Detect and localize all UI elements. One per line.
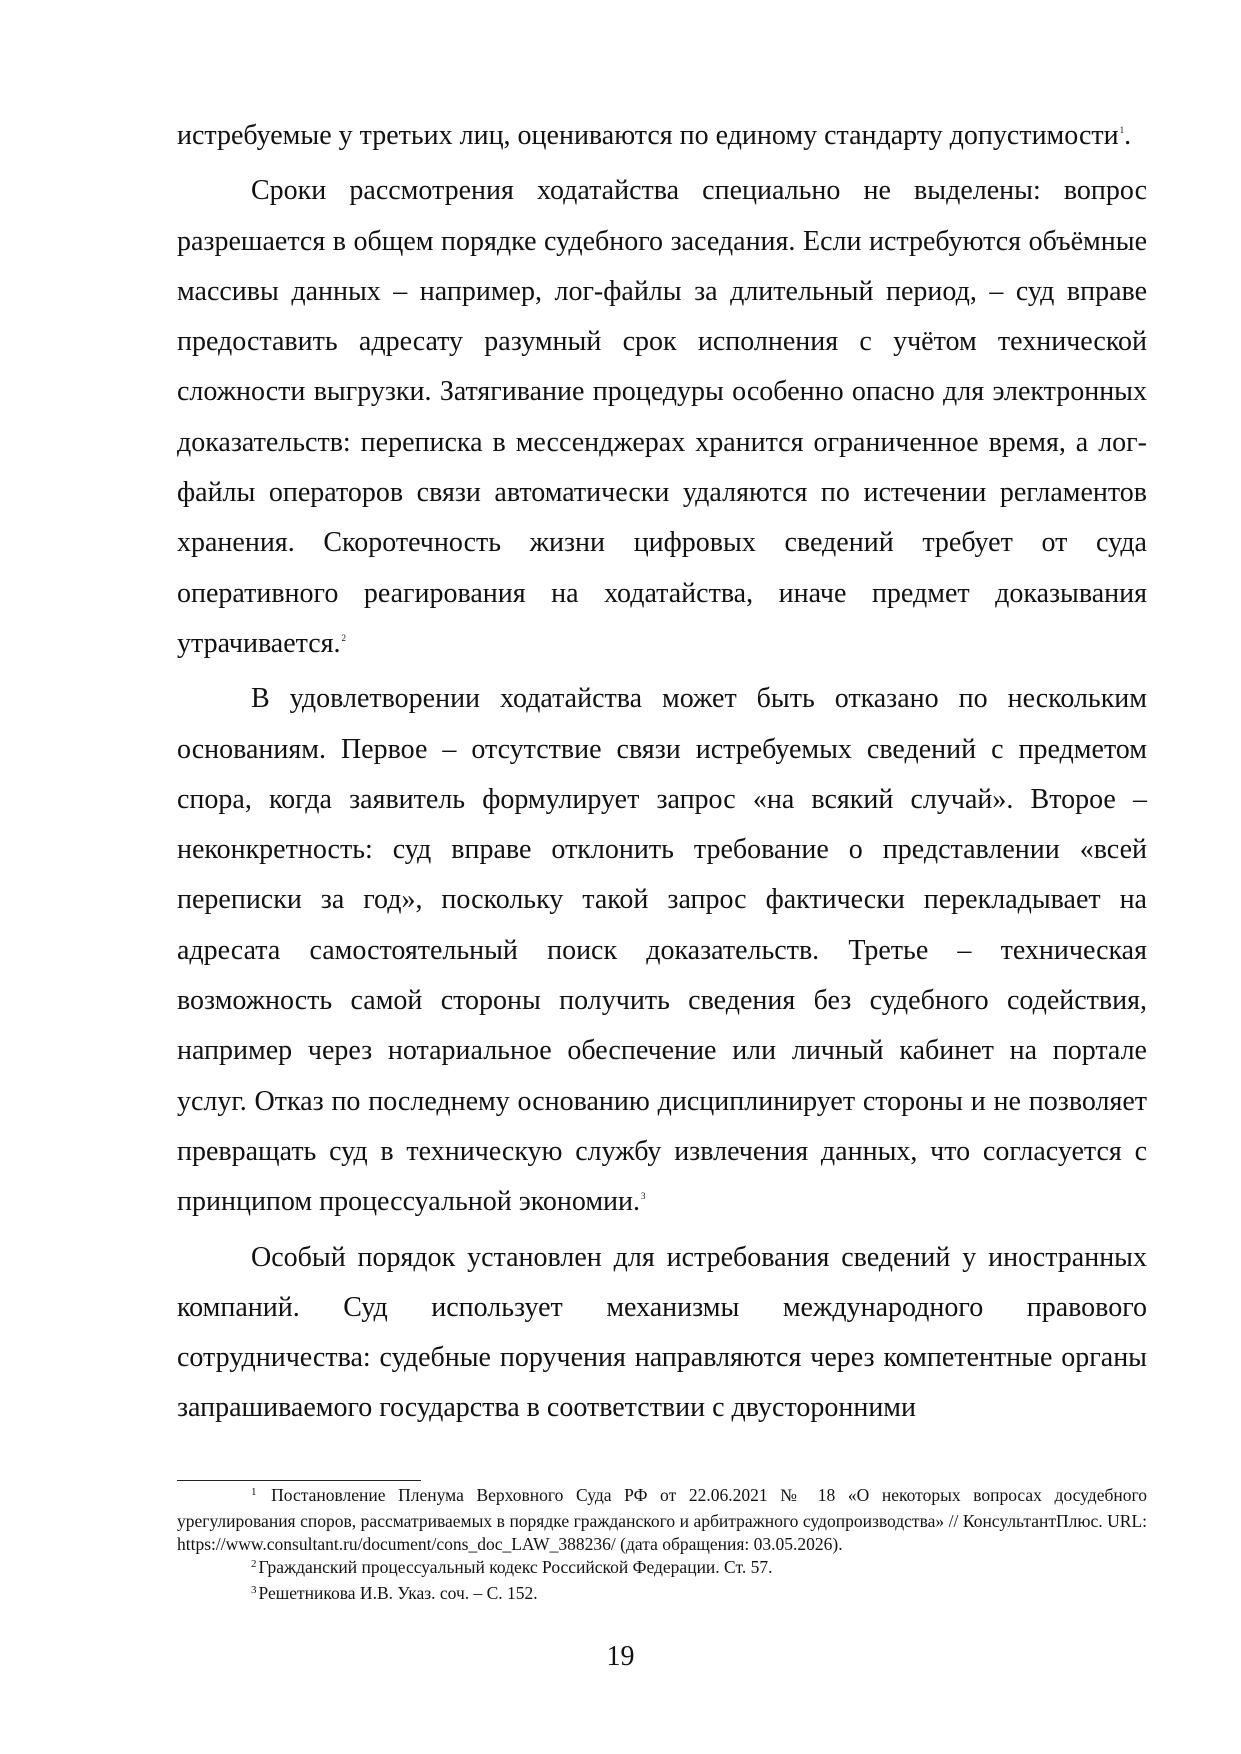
- footnote-ref-2[interactable]: 2: [341, 632, 347, 643]
- footnote-2: [177, 1556, 1147, 1582]
- paragraph-2-text: Сроки рассмотрения ходатайства специально не выделены: вопрос разрешается в общем порядке судебного заседания. Если истребуются объёмные массивы данных – например, лог-файлы за длительный период, – суд вправе предоставить адресату разумный срок исполнения с учётом технической сложности выгрузки. Затягивание процедуры особенно опасно для электронных доказательств: переписка в мессенджерах хранится ограниченное время, а лог-файлы операторов связи автоматически удаляются по истечении регламентов хранения. Скоротечность жизни цифровых сведений требует от суда оперативного реагирования на ходатайства, иначе предмет доказывания утрачивается.: [177, 175, 1147, 659]
- footnote-separator: [177, 1480, 421, 1481]
- footnote-text-3: Решетникова И.В. Указ. соч. – С. 152.: [258, 1583, 538, 1603]
- footnote-text-1: Постановление Пленума Верховного Суда РФ от 22.06.2021 № 18 «О некоторых вопросах досудебного урегулирования споров, рассматриваемых в порядке гражданского и арбитражного судопроизводства» // КонсультантПлюс. URL: https://www.consultant.ru/document/cons_doc_LAW_388236/ (дата обращения: 03.05.2026).: [177, 1485, 1147, 1554]
- footnote-ref-3[interactable]: 3: [641, 1191, 646, 1202]
- footnote-number-2: 2: [251, 1558, 257, 1570]
- footnotes: [177, 1484, 1147, 1608]
- paragraph-2: [177, 166, 1147, 674]
- paragraph-1-text: истребуемые у третьих лиц, оцениваются по единому стандарту допустимости: [177, 120, 1119, 151]
- footnote-1: [177, 1484, 1147, 1556]
- paragraph-3-text: В удовлетворении ходатайства может быть отказано по нескольким основаниям. Первое – отсутствие связи истребуемых сведений с предметом спора, когда заявитель формулирует запрос «на всякий случай». Второе – неконкретность: суд вправе отклонить требование о представлении «всей переписки за год», поскольку такой запрос фактически перекладывает на адресата самостоятельный поиск доказательств. Третье – техническая возможность самой стороны получить сведения без судебного содействия, например через нотариальное обеспечение или личный кабинет на портале услуг. Отказ по последнему основанию дисциплинирует стороны и не позволяет превращать суд в техническую службу извлечения данных, что согласуется с принципом процессуальной экономии.: [177, 683, 1147, 1218]
- paragraph-4-text: Особый порядок установлен для истребования сведений у иностранных компаний. Суд использует механизмы международного правового сотрудничества: судебные поручения направляются через компетентные органы запрашиваемого государства в соответствии с двусторонними: [177, 1241, 1147, 1424]
- footnote-number-3: 3: [251, 1584, 257, 1596]
- body-text: [177, 111, 1147, 1434]
- footnote-number-1: 1: [251, 1486, 257, 1498]
- footnote-text-2: Гражданский процессуальный кодекс Российской Федерации. Ст. 57.: [258, 1557, 773, 1577]
- paragraph-1: [177, 111, 1147, 166]
- page-number: 19: [606, 1641, 635, 1672]
- paragraph-1-tail: .: [1124, 120, 1132, 151]
- footnote-ref-1[interactable]: 1: [1119, 125, 1125, 135]
- footnote-3: [177, 1582, 1147, 1608]
- paragraph-4: [177, 1233, 1147, 1434]
- paragraph-3: [177, 674, 1147, 1232]
